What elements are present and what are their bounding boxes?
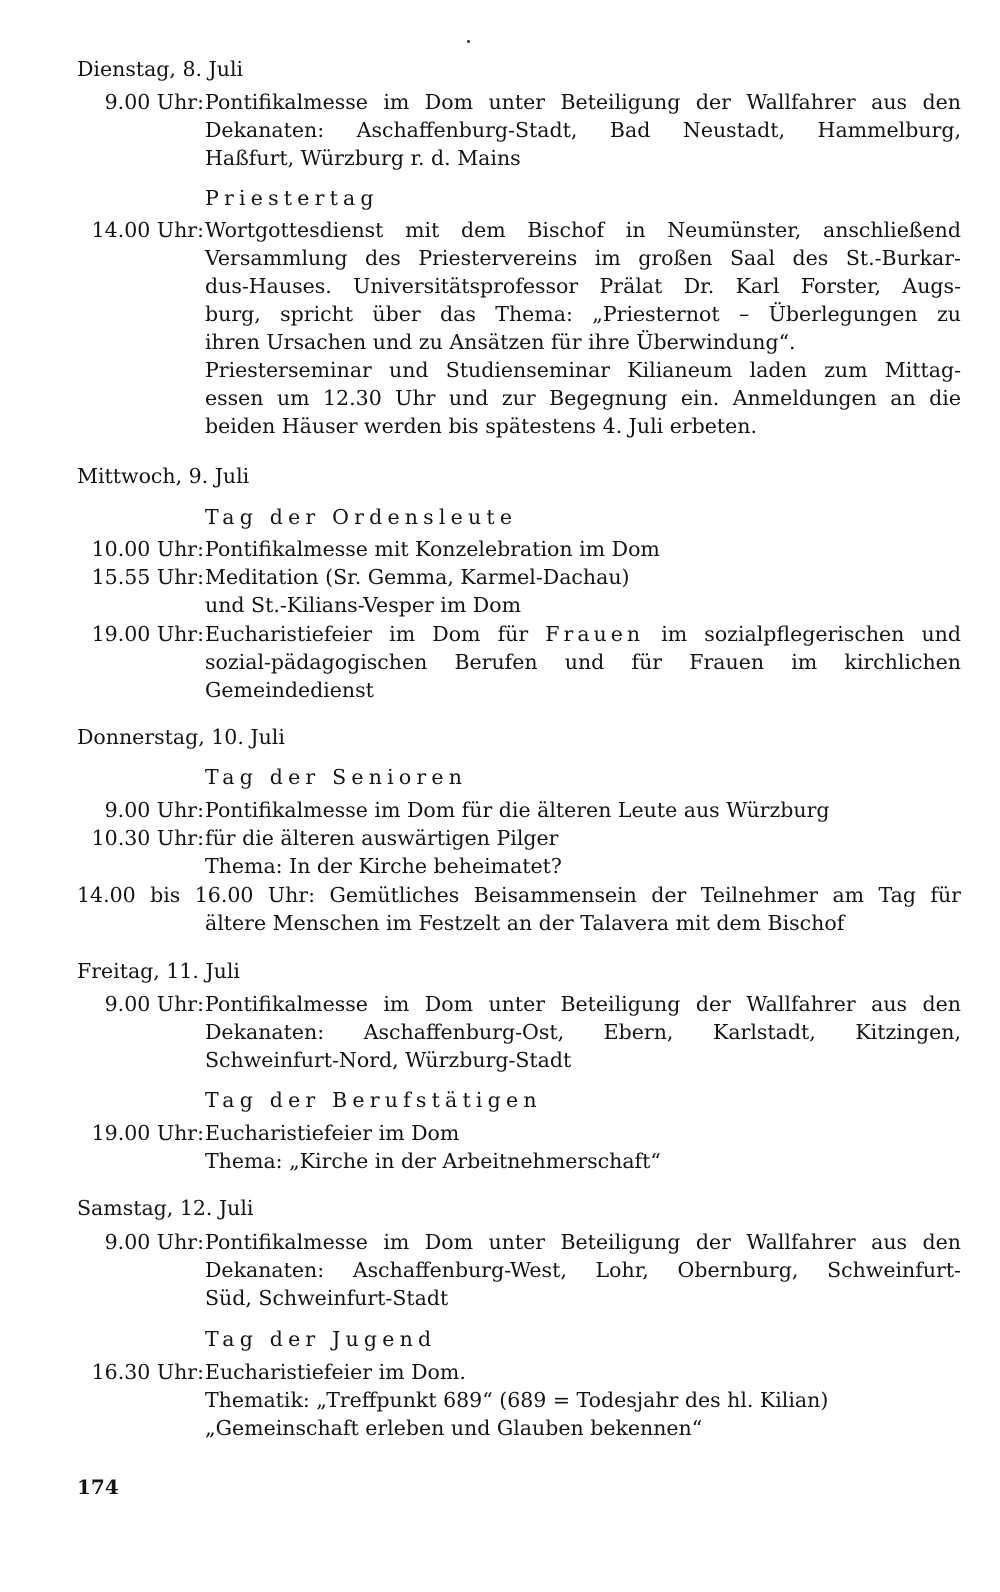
time-label: 9.00 Uhr: [104, 90, 204, 114]
time-label: 19.00 Uhr: [91, 1121, 204, 1145]
scan-speck [467, 40, 470, 43]
entry-seniors-gathering: 14.00 bis 16.00 Uhr: Gemütliches Beisammensein der Teilnehmer am Tag für ältere Menschen im Festzelt an der Talavera mit dem Bischof [77, 883, 961, 935]
section-heading-senioren: Tag der Senioren [205, 765, 468, 789]
day-heading-tuesday: Dienstag, 8. Juli [77, 57, 244, 81]
entry-youth-service: Eucharistiefeier im Dom. Thematik: „Treffpunkt 689“ (689 = Todesjahr des hl. Kilian) „Gemeinschaft erleben und Glauben bekennen“ [205, 1360, 829, 1440]
entry-priestertag: Wortgottesdienst mit dem Bischof in Neumünster, anschließend Versammlung des Priestervereins im großen Saal des St.-Burkar- dus-Hauses. Universitätsprofessor Prälat Dr. Karl Forster, Augs- burg, spricht über das Thema: „Priesternot – Überlegungen zu ihren Ursachen und zu Ansätzen für ihre Überwindung“. Priesterseminar und Studienseminar Kilianeum laden zum Mittag- essen um 12.30 Uhr und zur Begegnung ein. Anmeldungen an die beiden Häuser werden bis spätestens 4. Juli erbeten. [205, 218, 961, 438]
time-label: 10.30 Uhr: [91, 826, 204, 850]
time-label: 9.00 Uhr: [104, 992, 204, 1016]
time-label: 15.55 Uhr: [91, 565, 204, 589]
day-heading-friday: Freitag, 11. Juli [77, 959, 240, 983]
entry-women-service: Eucharistiefeier im Dom für Frauen im sozialpflegerischen und sozial-pädagogischen Berufen und für Frauen im kirchlichen Gemeindedienst [205, 622, 961, 702]
section-heading-berufstaetige: Tag der Berufstätigen [205, 1088, 542, 1112]
day-heading-saturday: Samstag, 12. Juli [77, 1196, 254, 1220]
time-label: 19.00 Uhr: [91, 622, 204, 646]
entry-seniors-pilgrims: für die älteren auswärtigen Pilger Thema: In der Kirche beheimatet? [205, 826, 562, 878]
day-heading-thursday: Donnerstag, 10. Juli [77, 725, 285, 749]
section-heading-jugend: Tag der Jugend [205, 1327, 437, 1351]
entry-tuesday-mass: Pontifikalmesse im Dom unter Beteiligung der Wallfahrer aus den Dekanaten: Aschaffenburg-Stadt, Bad Neustadt, Hammelburg, Haßfurt, Würzburg r. d. Mains [205, 90, 961, 170]
time-label: 10.00 Uhr: [91, 537, 204, 561]
time-label: 16.30 Uhr: [91, 1360, 204, 1384]
entry-saturday-mass: Pontifikalmesse im Dom unter Beteiligung der Wallfahrer aus den Dekanaten: Aschaffenburg-West, Lohr, Obernburg, Schweinfurt- Süd, Schweinfurt-Stadt [205, 1230, 961, 1310]
section-heading-ordensleute: Tag der Ordensleute [205, 505, 518, 529]
entry-ordensleute-mass: Pontifikalmesse mit Konzelebration im Dom [205, 537, 660, 561]
entry-meditation: Meditation (Sr. Gemma, Karmel-Dachau) und St.-Kilians-Vesper im Dom [205, 565, 630, 617]
day-heading-wednesday: Mittwoch, 9. Juli [77, 464, 250, 488]
time-label: 9.00 Uhr: [104, 798, 204, 822]
time-label: 14.00 Uhr: [91, 218, 204, 242]
entry-friday-mass: Pontifikalmesse im Dom unter Beteiligung der Wallfahrer aus den Dekanaten: Aschaffenburg-Ost, Ebern, Karlstadt, Kitzingen, Schweinfurt-Nord, Würzburg-Stadt [205, 992, 961, 1072]
page-number: 174 [77, 1475, 119, 1499]
time-label: 9.00 Uhr: [104, 1230, 204, 1254]
entry-seniors-mass: Pontifikalmesse im Dom für die älteren Leute aus Würzburg [205, 798, 830, 822]
section-heading-priestertag: Priestertag [205, 186, 379, 210]
entry-workers-service: Eucharistiefeier im Dom Thema: „Kirche in der Arbeitnehmerschaft“ [205, 1121, 661, 1173]
